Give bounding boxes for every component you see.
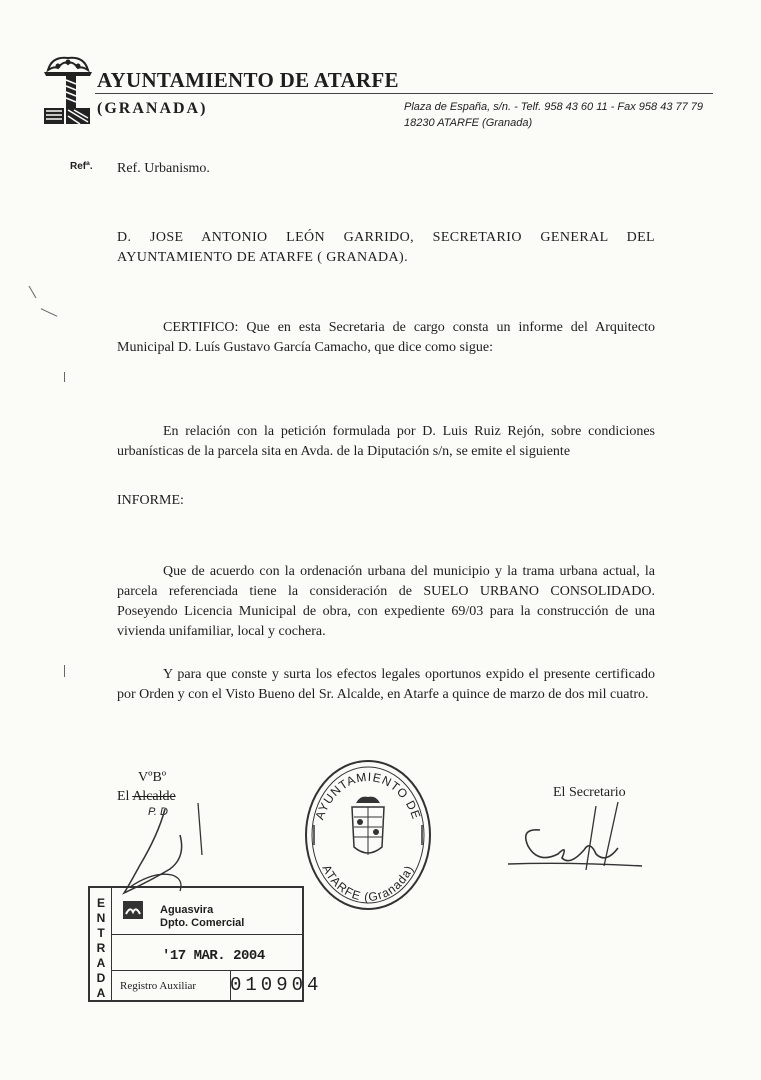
stamp-company-line-2: Dpto. Comercial xyxy=(160,917,245,929)
header-divider xyxy=(95,93,713,94)
contact-block xyxy=(404,99,703,131)
scan-mark xyxy=(41,308,58,317)
alcalde-prefix: El xyxy=(117,789,130,804)
reference-label: Refª. xyxy=(70,161,93,172)
coat-of-arms-logo xyxy=(42,52,94,128)
stamp-company-row xyxy=(112,888,302,935)
organization-name: AYUNTAMIENTO DE ATARFE xyxy=(97,68,399,92)
stamp-company-line-1: Aguasvira xyxy=(160,904,214,916)
address-line-1: Plaza de España, s/n. - Telf. 958 43 60 11 - Fax 958 43 77 79 xyxy=(404,101,704,113)
scan-mark xyxy=(29,286,37,299)
secretario-signature xyxy=(500,800,660,880)
informe-paragraph: Que de acuerdo con la ordenación urbana del municipio y la trama urbana actual, la parcela referenciada tiene la consideración de SUELO URBANO CONSOLIDADO. Poseyendo Licencia Municipal de obra, con expediente 69/03 para la construcción de una vivienda unifamiliar, local y cochera. xyxy=(117,564,655,639)
stamp-registry-label: Registro Auxiliar xyxy=(120,980,197,992)
stamp-side-letter: R xyxy=(96,941,106,955)
closing-paragraph: Y para que conste y surta los efectos legales oportunos expido el presente certificado por Orden y con el Visto Bueno del Sr. Alcalde, en Atarfe a quince de marzo de dos mil cuatro. xyxy=(117,667,655,702)
seal-emblem xyxy=(352,797,384,855)
company-logo-icon xyxy=(122,900,144,920)
signer-paragraph: D. JOSE ANTONIO LEÓN GARRIDO, SECRETARIO GENERAL DEL AYUNTAMIENTO DE ATARFE ( GRANADA). xyxy=(117,230,655,265)
stamp-side-letter: N xyxy=(96,911,106,925)
stamp-side-column xyxy=(90,888,112,1000)
reference-value: Ref. Urbanismo. xyxy=(117,161,210,176)
relacion-paragraph: En relación con la petición formulada por D. Luis Ruiz Rejón, sobre condiciones urbanísticas de la parcela sita en Avda. de la Diputación s/n, se emite el siguiente xyxy=(117,424,655,459)
scan-mark xyxy=(64,372,65,382)
stamp-side-letter: A xyxy=(96,956,106,970)
stamp-side-letter: E xyxy=(96,896,105,910)
secretario-label: El Secretario xyxy=(553,785,626,800)
seal-bottom-text: ATARFE (Granada) xyxy=(319,862,417,905)
scan-mark xyxy=(64,665,65,677)
por-delegacion-note: P. D xyxy=(148,806,168,818)
organization-province: (GRANADA) xyxy=(97,100,208,117)
informe-heading: INFORME: xyxy=(117,493,184,508)
stamp-side-letter: D xyxy=(96,971,106,985)
address-line-2: 18230 ATARFE (Granada) xyxy=(404,117,533,129)
visto-bueno-label: VºBº xyxy=(138,770,167,785)
certifico-paragraph: CERTIFICO: Que en esta Secretaria de cargo consta un informe del Arquitecto Municipal D. Luís Gustavo García Camacho, que dice como sigue: xyxy=(117,320,655,355)
stamp-registry-number: 010904 xyxy=(230,974,323,996)
alcalde-struck-word: Alcalde xyxy=(132,789,176,804)
stamp-company-name xyxy=(160,904,244,930)
stamp-side-letter: T xyxy=(97,926,105,940)
stamp-date: '17 MAR. 2004 xyxy=(162,948,265,964)
seal-top-text: AYUNTAMIENTO DE xyxy=(312,769,424,822)
municipal-seal xyxy=(302,755,434,915)
stamp-side-letter: A xyxy=(96,986,106,1000)
stamp-date-row xyxy=(112,934,302,971)
